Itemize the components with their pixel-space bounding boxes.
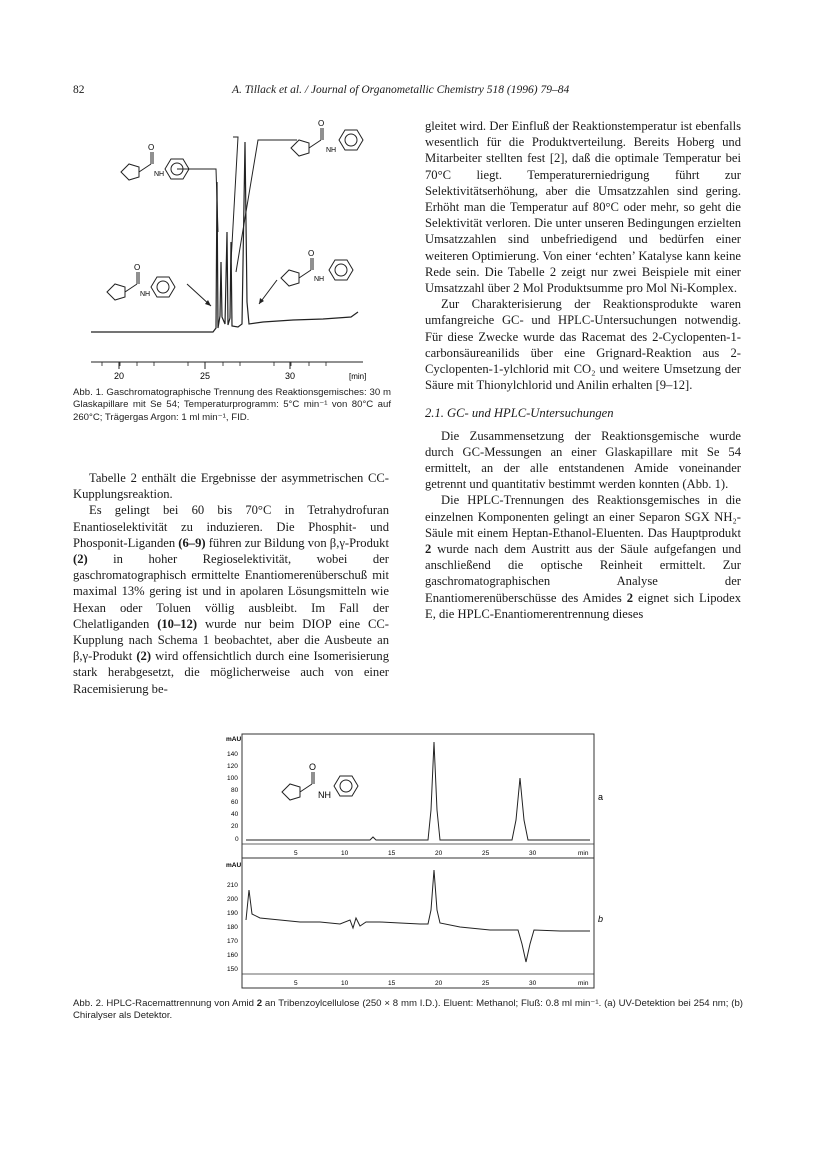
svg-text:20: 20 — [435, 980, 443, 987]
x-axis-unit: [min] — [349, 372, 367, 381]
svg-text:5: 5 — [294, 980, 298, 987]
panel-b-label: b — [598, 914, 604, 924]
structure-amide-3 — [107, 263, 175, 300]
page-number: 82 — [73, 84, 85, 96]
svg-text:30: 30 — [529, 980, 537, 987]
x-tick-label: 20 — [114, 371, 125, 381]
paragraph: Zur Charakterisierung der Reaktionsprodukte waren umfangreiche GC- und HPLC-Untersuchungen notwendig. Für diese Zwecke wurde das Racemat des 2-Cyclopenten-1-carbonsäureanilids über eine Grignard-Reaktion aus 2-Cyclopenten-1-ylchlorid mit CO₂ und weitere Umsetzung der Säure mit Thionylchlorid und Anilin erhalten [9–12]. — [425, 297, 741, 393]
svg-text:15: 15 — [388, 850, 396, 857]
svg-text:60: 60 — [231, 799, 239, 806]
x-tick-labels — [294, 980, 589, 987]
svg-text:15: 15 — [388, 980, 396, 987]
x-axis-minor-ticks — [102, 362, 326, 366]
svg-text:160: 160 — [227, 952, 238, 959]
page-header — [0, 84, 816, 100]
x-tick-labels — [294, 850, 589, 857]
svg-text:O: O — [134, 263, 141, 272]
svg-text:NH: NH — [154, 171, 165, 178]
y-tick-labels — [227, 882, 238, 973]
svg-text:190: 190 — [227, 910, 238, 917]
x-tick-label: 25 — [200, 371, 211, 381]
figure-1-gc-chromatogram — [73, 112, 393, 384]
x-axis-major-ticks — [119, 362, 290, 369]
svg-text:170: 170 — [227, 938, 238, 945]
uv-trace — [246, 742, 590, 840]
x-tick-label: 30 — [285, 371, 296, 381]
right-column-text — [425, 118, 741, 622]
panel-b — [226, 858, 594, 988]
connector-line — [231, 137, 238, 262]
svg-text:O: O — [308, 249, 315, 258]
structure-amide-2 — [282, 762, 358, 800]
paragraph: Es gelingt bei 60 bis 70°C in Tetrahydrofuran Enantioselektivität zu induzieren. Die Phosphit- und Phosponit-Liganden (6–9) führen zur Bildung von β,γ-Produkt (2) in hoher Regioselektivität, wobei der gaschromatographisch ermittelte Enantiomerenüberschuß mit maximal 13% gering ist und in apolaren Lösungsmitteln wie Hexan oder Toluen völlig ausbleibt. Im Fall der Chelatliganden (10–12) wurde nur beim DIOP eine CC-Kupplung nach Schema 1 beobachtet, aber die Ausbeute an β,γ-Produkt (2) wird offensichtlich durch eine Isomerisierung stark herabgesetzt, die möglicherweise auch von einer Racemisierung be- — [73, 503, 389, 696]
svg-text:NH: NH — [314, 276, 325, 283]
svg-text:O: O — [318, 119, 325, 128]
svg-text:25: 25 — [482, 850, 490, 857]
section-heading: 2.1. GC- und HPLC-Untersuchungen — [425, 406, 614, 421]
svg-text:150: 150 — [227, 966, 238, 973]
y-tick-labels — [227, 751, 239, 843]
paragraph: Die HPLC-Trennungen des Reaktionsgemisches in die einzelnen Komponenten gelingt an einer Separon SGX NH₂-Säule mit einem Heptan-Ethanol-Eluenten. Das Hauptprodukt 2 wurde nach dem Austritt aus der Säule aufgefangen und anschließend die optische Reinheit ermittelt. Zur gaschromatographischen Analyse der Enantiomerenüberschüsse des Amides 2 eignet sich Lipodex E, die HPLC-Enantiomerentrennung dieses — [425, 493, 741, 621]
svg-text:NH: NH — [318, 790, 331, 800]
svg-text:25: 25 — [482, 980, 490, 987]
svg-text:100: 100 — [227, 775, 238, 782]
svg-text:min: min — [578, 980, 589, 987]
svg-text:140: 140 — [227, 751, 238, 758]
figure-2-caption: Abb. 2. HPLC-Racemattrennung von Amid 2 an Tribenzoylcellulose (250 × 8 mm I.D.). Eluent: Methanol; Fluß: 0.8 ml min⁻¹. (a) UV-Detektion bei 254 nm; (b) Chiralyser als Detektor. — [73, 998, 743, 1022]
running-head: A. Tillack et al. / Journal of Organometallic Chemistry 518 (1996) 79–84 — [232, 84, 570, 96]
svg-text:NH: NH — [326, 147, 337, 154]
chiralyser-trace — [246, 870, 590, 962]
svg-text:40: 40 — [231, 811, 239, 818]
svg-text:200: 200 — [227, 896, 238, 903]
svg-text:O: O — [148, 143, 155, 152]
svg-text:NH: NH — [140, 291, 151, 298]
y-axis-unit: mAU — [226, 736, 242, 743]
left-column-text — [73, 470, 389, 697]
paragraph: Die Zusammensetzung der Reaktionsgemische wurde durch GC-Messungen an einer Glaskapillare mit Se 54 ermittelt, an der alle entstandenen Amide voneinander getrennt und quantitativ bestimmt werden konnten (Abb. 1). — [425, 428, 741, 492]
structure-amide-2 — [291, 119, 363, 156]
svg-text:180: 180 — [227, 924, 238, 931]
paragraph: gleitet wird. Der Einfluß der Reaktionstemperatur ist ebenfalls wesentlich für die Produktverteilung. Bereits Hoberg und Mitarbeiter stellten fest [2], daß die optimale Temperatur bei 70°C liegt. Temperaturerniedrigung führt zur Selektivitätserhöhung, aber die Umsatzzahlen sind gering. Erhöht man die Temperatur auf 80°C oder mehr, so geht die Selektivität verloren. Die unter unseren Bedingungen erzielten Umsatzzahlen sind unbefriedigend und bedürfen einer weiteren Optimierung. Von einer ‘echten’ Katalyse kann keine Rede sein. Die Tabelle 2 zeigt nur zwei Beispiele mit einer Umsatzzahl über 2 Mol Produktsumme pro Mol Ni-Komplex. — [425, 119, 741, 296]
svg-text:min: min — [578, 850, 589, 857]
figure-1-caption: Abb. 1. Gaschromatographische Trennung des Reaktionsgemisches: 30 m Glaskapillare mit Se 54; Temperaturprogramm: 5°C min⁻¹ von 80°C auf 260°C; Trägergas Argon: 1 ml min⁻¹, FID. — [73, 387, 391, 423]
svg-text:210: 210 — [227, 882, 238, 889]
svg-text:30: 30 — [529, 850, 537, 857]
svg-text:O: O — [309, 762, 317, 772]
panel-a — [226, 734, 594, 858]
svg-text:80: 80 — [231, 787, 239, 794]
svg-text:10: 10 — [341, 980, 349, 987]
figure-2-hplc-chromatograms — [200, 730, 620, 992]
svg-text:20: 20 — [231, 823, 239, 830]
svg-text:5: 5 — [294, 850, 298, 857]
svg-text:20: 20 — [435, 850, 443, 857]
svg-text:10: 10 — [341, 850, 349, 857]
svg-text:120: 120 — [227, 763, 238, 770]
structure-amide-4 — [281, 249, 353, 286]
panel-a-label: a — [598, 792, 604, 802]
svg-text:0: 0 — [235, 836, 239, 843]
y-axis-unit: mAU — [226, 862, 242, 869]
paragraph: Tabelle 2 enthält die Ergebnisse der asymmetrischen CC-Kupplungsreaktion. — [73, 471, 389, 502]
structure-amide-1 — [121, 143, 189, 180]
gc-trace — [91, 142, 358, 332]
